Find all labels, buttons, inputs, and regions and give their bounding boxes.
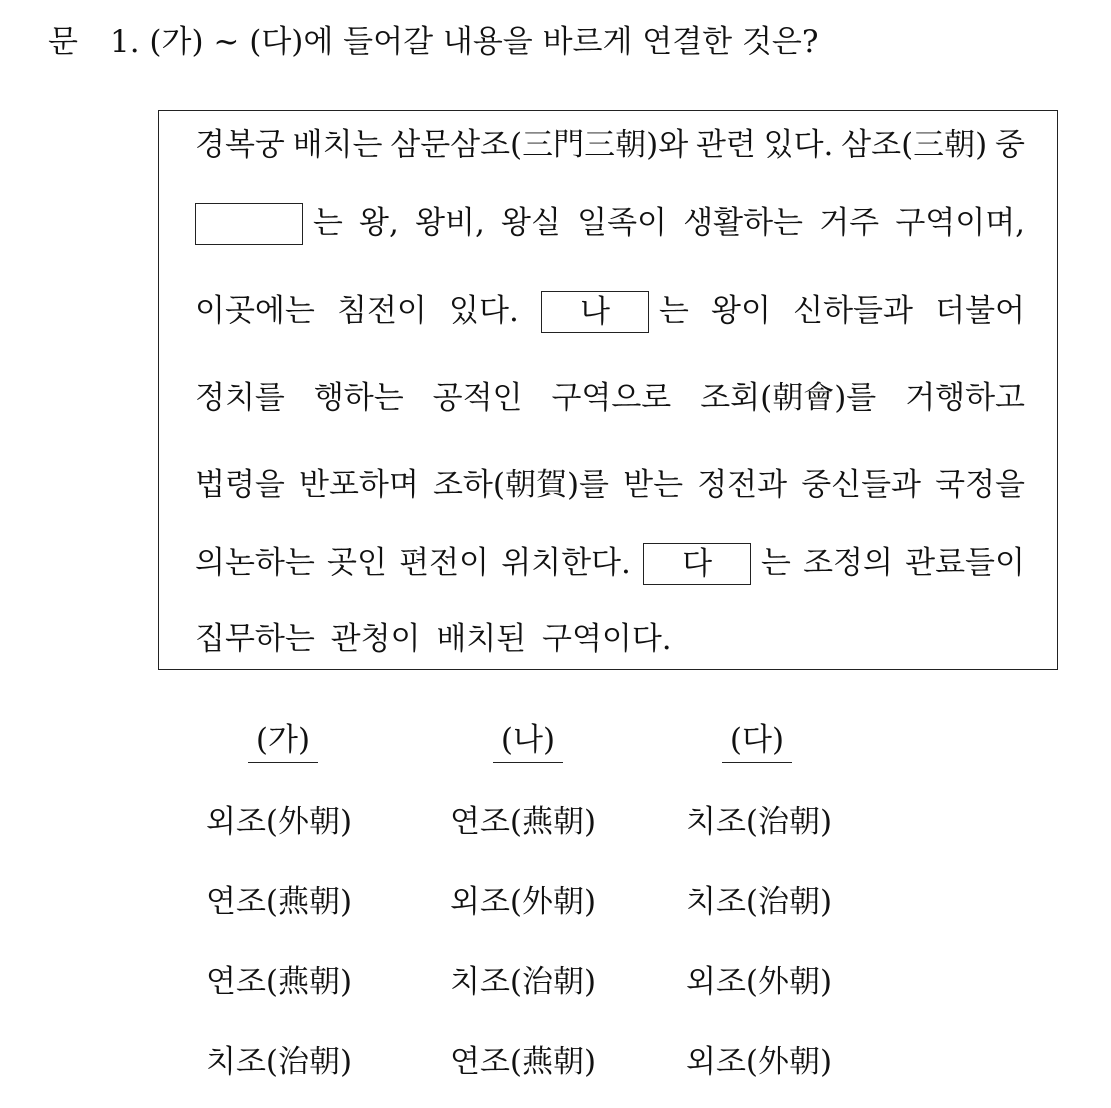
option-2-da: 치조(治朝) (686, 884, 833, 920)
passage-line-5: 법령을 반포하며 조하(朝賀)를 받는 정전과 중신들과 국정을 (195, 467, 1025, 503)
option-4-da: 외조(外朝) (686, 1044, 833, 1080)
passage-line-4: 정치를 행하는 공적인 구역으로 조회(朝會)를 거행하고 (195, 380, 1025, 416)
option-4-ga: 치조(治朝) (206, 1044, 353, 1080)
blank-na: 나 (541, 291, 649, 333)
option-1-ga: 외조(外朝) (206, 804, 353, 840)
option-1-da: 치조(治朝) (686, 804, 833, 840)
passage-line-1: 경복궁 배치는 삼문삼조(三門三朝)와 관련 있다. 삼조(三朝) 중 (195, 127, 1025, 163)
option-3-na: 치조(治朝) (450, 964, 597, 1000)
option-2-na: 외조(外朝) (450, 884, 597, 920)
blank-da: 다 (643, 543, 751, 585)
option-2-ga: 연조(燕朝) (206, 884, 353, 920)
header-da: (다) (722, 718, 792, 763)
question-label: 문 (48, 24, 78, 60)
option-4-na: 연조(燕朝) (450, 1044, 597, 1080)
question-text: 1. (가) ~ (다)에 들어갈 내용을 바르게 연결한 것은? (110, 24, 819, 60)
question-stem (48, 18, 818, 66)
passage-box (158, 110, 1058, 670)
passage-line-7: 집무하는 관청이 배치된 구역이다. (195, 621, 672, 657)
option-3-da: 외조(外朝) (686, 964, 833, 1000)
header-na: (나) (493, 718, 563, 763)
passage-line-3: 이곳에는 침전이 있다. 나 는 왕이 신하들과 더불어 (195, 289, 1025, 333)
passage-line-2: 는 왕, 왕비, 왕실 일족이 생활하는 거주 구역이며, (195, 201, 1025, 245)
header-ga: (가) (248, 718, 318, 763)
option-1-na: 연조(燕朝) (450, 804, 597, 840)
passage-line-6: 의논하는 곳인 편전이 위치한다. 다 는 조정의 관료들이 (195, 541, 1025, 585)
option-3-ga: 연조(燕朝) (206, 964, 353, 1000)
blank-ga (195, 203, 303, 245)
